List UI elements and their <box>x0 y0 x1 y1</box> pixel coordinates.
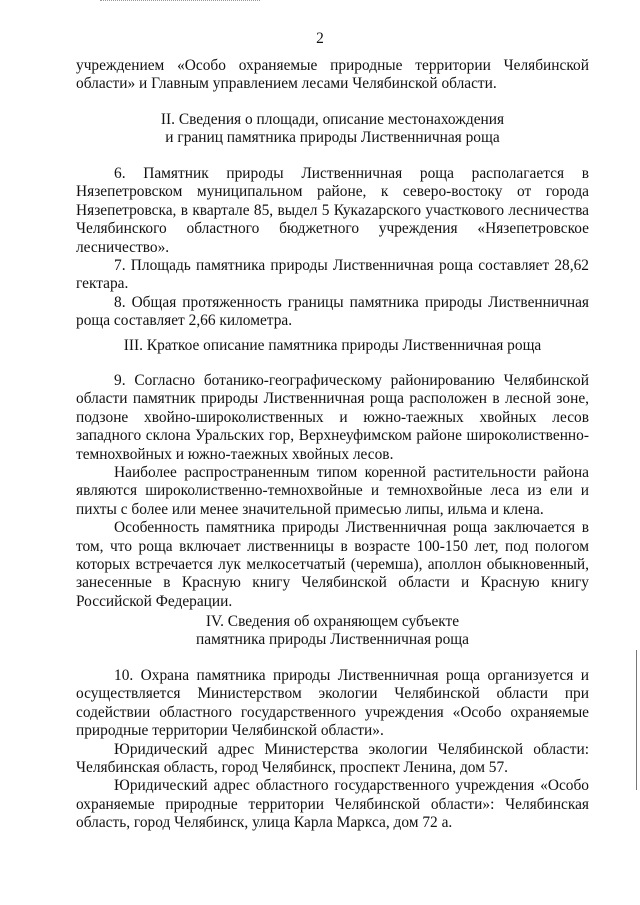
intro-line-1: учреждением «Особо охраняемые природные территории Челябинской <box>76 57 589 74</box>
paragraph-features: Особенность памятника природы Лиственничная роща заключается в том, что роща включает лиственницы в возрасте 100-150 лет, под пологом которых встречается лук мелкосетчатый (черемша), аполлон обыкновенный, занесенные в Красную книгу Челябинской области и Красную книгу Российской Федерации. <box>76 519 589 610</box>
scan-artifact-right <box>636 650 637 790</box>
section-2-heading-line-1: II. Сведения о площади, описание местонахождения <box>160 111 505 128</box>
section-4-heading-line-1: IV. Сведения об охраняющем субъекте <box>205 613 460 630</box>
section-4 <box>76 613 589 650</box>
section-3-body <box>76 372 589 611</box>
section-2-heading-line-2: и границ памятника природы Лиственничная роща <box>165 129 500 147</box>
paragraph-9: 9. Согласно ботанико-географическому районированию Челябинской области памятник природы Лиственничная роща расположен в лесной зоне, подзоне хвойно-широколиственных и южно-таежных хвойных лесов западного склона Уральских гор, Верхнеуфимском районе широколиственно-темнохвойных и южно-таежных хвойных лесов. <box>76 372 589 463</box>
page-number: 2 <box>316 30 324 47</box>
paragraph-6: 6. Памятник природы Лиственничная роща располагается в Нязепетровском муниципальном районе, к северо-востоку от города Нязепетровска, в квартале 85, выдел 5 Кукazарского участкового лесничества Челябинского областного бюджетного учреждения «Нязепетровское лесничество». <box>76 165 589 256</box>
intro-text <box>76 57 589 94</box>
section-4-body <box>76 667 589 833</box>
paragraph-ministry-address: Юридический адрес Министерства экологии Челябинской области: Челябинская область, город Челябинск, проспект Ленина, дом 57. <box>76 740 589 777</box>
paragraph-institution-address: Юридический адрес областного государственного учреждения «Особо охраняемые природные территории Челябинской области»: Челябинская область, город Челябинск, улица Карла Маркса, дом 72 а. <box>76 777 589 832</box>
section-3-heading: III. Краткое описание памятника природы Лиственничная роща <box>123 337 542 354</box>
scan-artifact-top <box>100 0 260 3</box>
intro-line-2: области» и Главным управлением лесами Челябинской области. <box>76 75 497 93</box>
paragraph-vegetation: Наиболее распространенным типом коренной растительности района являются широколиственно-темнохвойные и темнохвойные леса из ели и пихты с более или менее значительной примесью липы, ильма и клена. <box>76 464 589 518</box>
section-2-body <box>76 165 589 331</box>
section-3 <box>76 337 589 355</box>
paragraph-8: 8. Общая протяженность границы памятника природы Лиственничная роща составляет 2,66 километра. <box>76 293 589 330</box>
section-4-heading-line-2: памятника природы Лиственничная роща <box>196 631 469 649</box>
paragraph-7: 7. Площадь памятника природы Лиственничная роща составляет 28,62 гектара. <box>76 257 589 293</box>
section-2 <box>76 111 589 148</box>
paragraph-10: 10. Охрана памятника природы Лиственничная роща организуется и осуществляется Министерством экологии Челябинской области при содействии областного государственного учреждения «Особо охраняемые природные территории Челябинской области». <box>76 667 589 740</box>
